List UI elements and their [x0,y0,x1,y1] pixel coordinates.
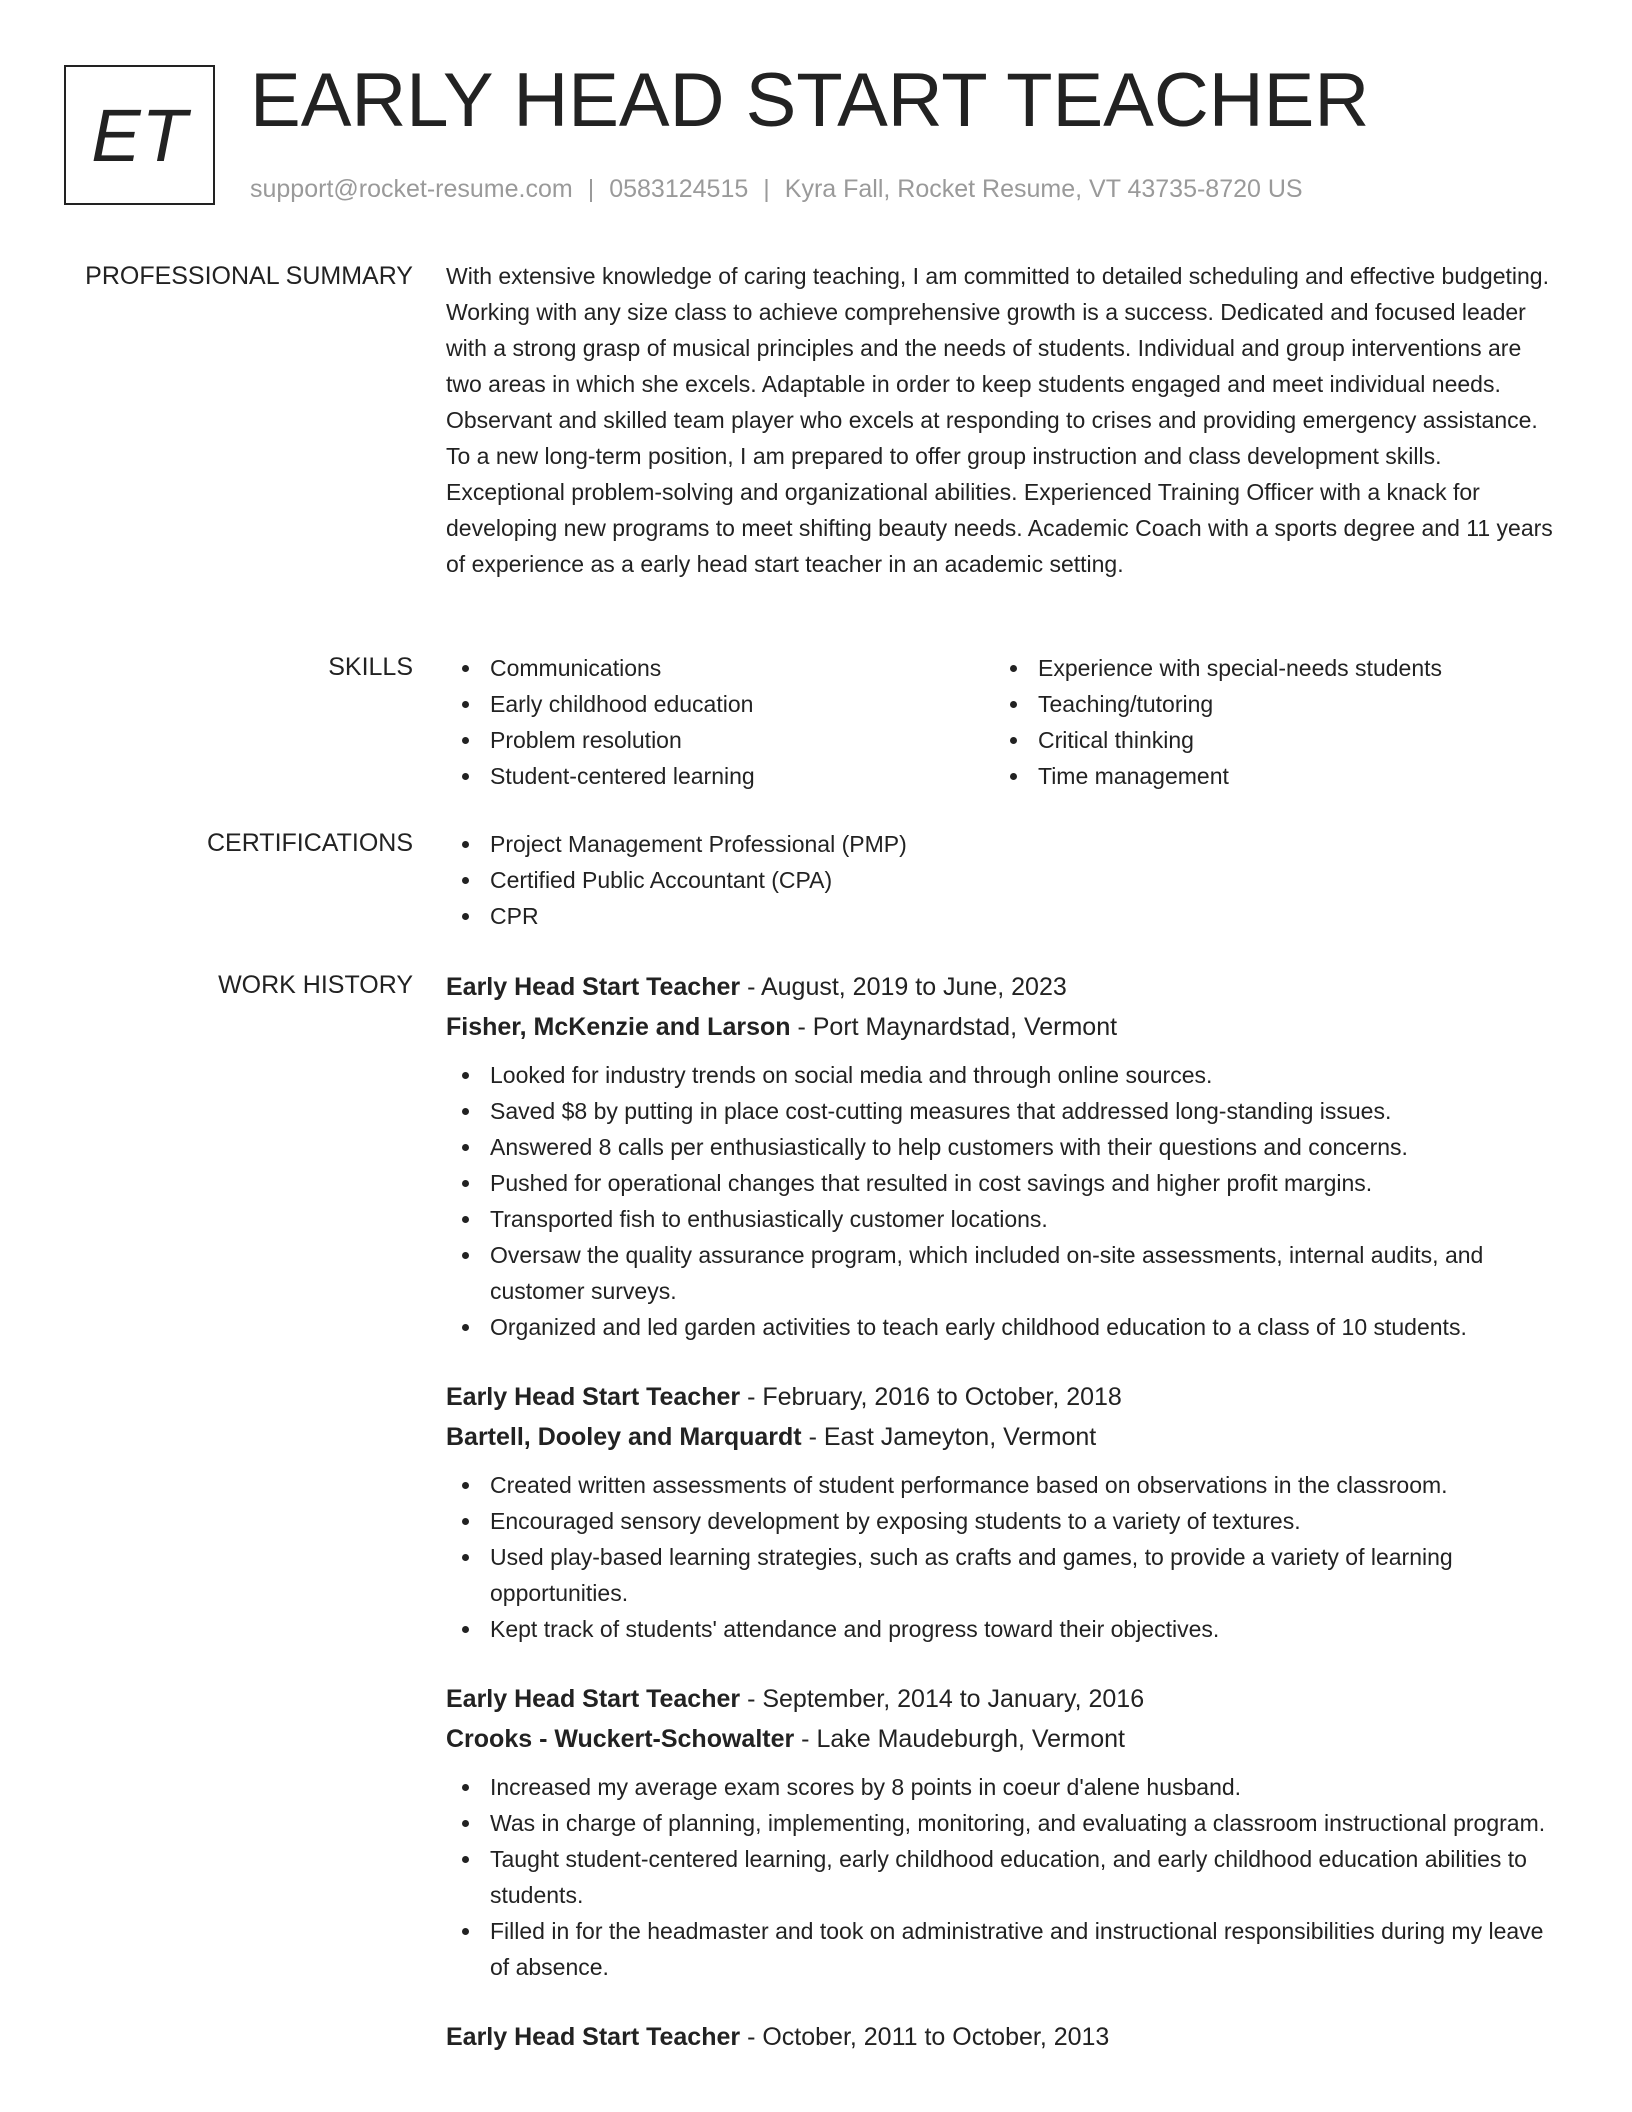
job-duties-list [446,1467,1562,1647]
job-duty-item: Used play-based learning strategies, such as crafts and games, to provide a variety of learning opportunities. [446,1539,1562,1611]
contact-line [250,174,1303,204]
section-label-certifications: CERTIFICATIONS [206,829,413,857]
job-location: - Lake Maudeburgh, Vermont [794,1725,1125,1753]
job-duty-item: Saved $8 by putting in place cost-cutting measures that addressed long-standing issues. [446,1093,1562,1129]
job-entry [446,967,1562,1345]
job-dates: - August, 2019 to June, 2023 [740,973,1067,1001]
job-title-line [446,1679,1562,1719]
skill-item: Student-centered learning [446,758,994,794]
summary-text: With extensive knowledge of caring teaching, I am committed to detailed scheduling and effective budgeting. Working with any size class to achieve comprehensive growth is a success. Dedicated and focused leader with a strong grasp of musical principles and the needs of students. Individual and group interventions are two areas in which she excels. Adaptable in order to keep students engaged and meet individual needs. Observant and skilled team player who excels at responding to crises and providing emergency assistance. To a new long-term position, I am prepared to offer group instruction and class development skills. Exceptional problem-solving and organizational abilities. Experienced Training Officer with a knack for developing new programs to meet shifting beauty needs. Academic Coach with a sports degree and 11 years of experience as a early head start teacher in an academic setting. [446,263,1553,577]
job-dates: - October, 2011 to October, 2013 [740,2023,1110,2051]
job-duty-item: Was in charge of planning, implementing, monitoring, and evaluating a classroom instructional program. [446,1805,1562,1841]
skill-item: Early childhood education [446,686,994,722]
job-title: Early Head Start Teacher [446,973,741,1001]
skills-grid [446,650,1562,794]
contact-address: Kyra Fall, Rocket Resume, VT 43735-8720 US [784,175,1303,203]
contact-phone: 0583124515 [609,175,749,203]
job-company: Crooks - Wuckert-Schowalter [446,1725,795,1753]
job-company-line [446,1719,1562,1759]
job-duty-item: Taught student-centered learning, early childhood education, and early childhood education abilities to students. [446,1841,1562,1913]
job-duty-item: Pushed for operational changes that resulted in cost savings and higher profit margins. [446,1165,1562,1201]
skill-item: Teaching/tutoring [994,686,1542,722]
job-duty-item: Encouraged sensory development by exposing students to a variety of textures. [446,1503,1562,1539]
section-label-summary: PROFESSIONAL SUMMARY [85,262,413,290]
job-company-line [446,1007,1562,1047]
section-label-skills: SKILLS [328,653,413,681]
certification-item: Project Management Professional (PMP) [446,826,1562,862]
job-duty-item: Filled in for the headmaster and took on administrative and instructional responsibilities during my leave of absence. [446,1913,1562,1985]
certification-item: CPR [446,898,1562,934]
job-dates: - February, 2016 to October, 2018 [740,1383,1122,1411]
skills-section [446,650,1562,794]
summary-section [446,258,1562,582]
skill-item: Time management [994,758,1542,794]
job-duty-item: Transported fish to enthusiastically customer locations. [446,1201,1562,1237]
certification-item: Certified Public Accountant (CPA) [446,862,1562,898]
job-duties-list [446,1057,1562,1345]
job-title: Early Head Start Teacher [446,1685,741,1713]
job-duty-item: Created written assessments of student performance based on observations in the classroom. [446,1467,1562,1503]
job-duty-item: Kept track of students' attendance and progress toward their objectives. [446,1611,1562,1647]
job-entry [446,2017,1562,2057]
job-duty-item: Organized and led garden activities to teach early childhood education to a class of 10 students. [446,1309,1562,1345]
job-title: Early Head Start Teacher [446,2023,741,2051]
job-title-line [446,967,1562,1007]
job-entry [446,1377,1562,1647]
job-title-line [446,2017,1562,2057]
skills-list-right [994,650,1542,794]
job-duties-list [446,1769,1562,1985]
contact-separator: | [763,175,770,203]
job-duty-item: Looked for industry trends on social media and through online sources. [446,1057,1562,1093]
job-title: Early Head Start Teacher [446,1383,741,1411]
skills-list-left [446,650,994,794]
skill-item: Critical thinking [994,722,1542,758]
contact-email: support@rocket-resume.com [250,175,573,203]
resume-title: EARLY HEAD START TEACHER [250,58,1370,143]
certifications-section [446,826,1562,934]
work-history-section [446,967,1562,2089]
job-company: Fisher, McKenzie and Larson [446,1013,791,1041]
job-duty-item: Answered 8 calls per enthusiastically to help customers with their questions and concerns. [446,1129,1562,1165]
job-duty-item: Increased my average exam scores by 8 points in coeur d'alene husband. [446,1769,1562,1805]
job-duty-item: Oversaw the quality assurance program, which included on-site assessments, internal audits, and customer surveys. [446,1237,1562,1309]
job-entry [446,1679,1562,1985]
job-company-line [446,1417,1562,1457]
job-company: Bartell, Dooley and Marquardt [446,1423,802,1451]
monogram-logo: ET [64,65,215,205]
contact-separator: | [587,175,595,203]
job-dates: - September, 2014 to January, 2016 [740,1685,1145,1713]
skill-item: Problem resolution [446,722,994,758]
section-label-work-history: WORK HISTORY [218,971,413,999]
job-title-line [446,1377,1562,1417]
job-location: - East Jameyton, Vermont [801,1423,1097,1451]
certifications-list [446,826,1562,934]
skill-item: Experience with special-needs students [994,650,1542,686]
job-location: - Port Maynardstad, Vermont [790,1013,1118,1041]
skill-item: Communications [446,650,994,686]
